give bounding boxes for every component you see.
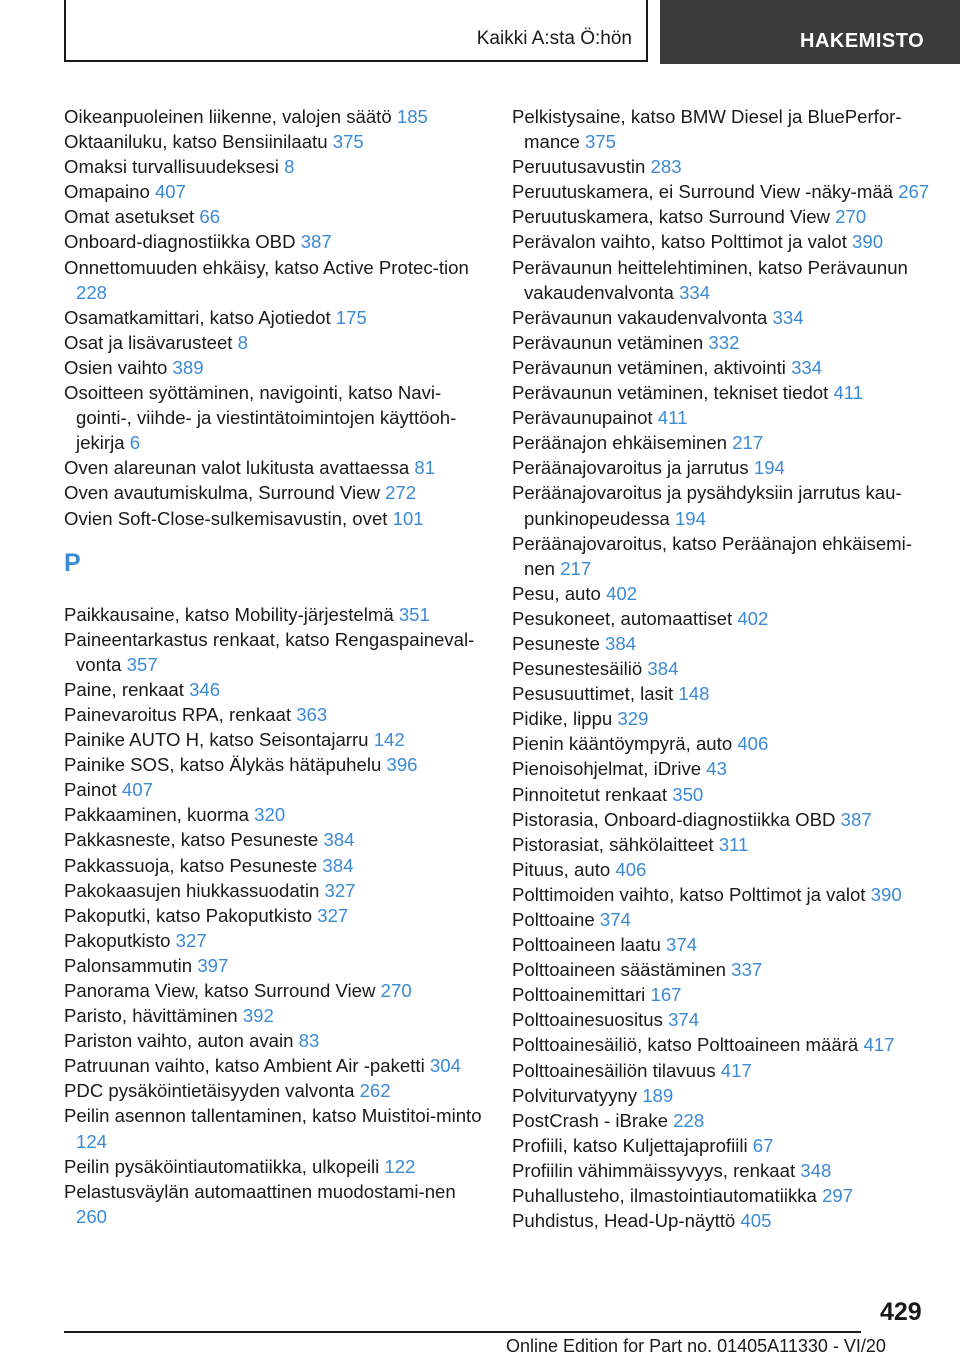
index-entry-text: Pakokaasujen hiukkassuodatin [64, 879, 320, 901]
index-entry-text: Pesuneste [512, 632, 600, 654]
index-entry [512, 531, 932, 581]
index-entry-text: Omat asetukset [64, 206, 195, 228]
index-entry [64, 953, 484, 978]
index-entry [512, 1183, 932, 1208]
index-entry [64, 627, 484, 677]
index-entry-text: Peruutuskamera, katso Surround View [512, 206, 830, 228]
index-entry-text: Paikkausaine, katso Mobility-järjestelmä [64, 603, 394, 625]
section-letter: P [64, 548, 81, 577]
page-link[interactable]: 402 [737, 607, 769, 629]
page-link[interactable]: 346 [189, 678, 221, 700]
page-link[interactable]: 194 [753, 457, 785, 479]
page-link[interactable]: 392 [242, 1005, 274, 1027]
index-entry [64, 827, 484, 852]
page-link[interactable]: 122 [384, 1155, 416, 1177]
index-entry [64, 330, 484, 355]
index-entry-text: Peräänajovaroitus ja pysähdyksiin jarrutus kau‐punkinopeudessa [512, 482, 902, 529]
index-entry-text: Peilin pysäköintiautomatiikka, ulkopeili [64, 1155, 380, 1177]
index-entry-text: Perävaunun heittelehtiminen, katso Perävaunun vakaudenvalvonta [512, 256, 908, 303]
page-link[interactable]: 329 [617, 708, 649, 730]
page-link[interactable]: 390 [870, 883, 902, 905]
page-link[interactable]: 407 [121, 779, 153, 801]
index-entry-text: Polttoaineen laatu [512, 934, 661, 956]
page-link[interactable]: 81 [414, 457, 436, 479]
index-entry [64, 878, 484, 903]
index-entry [64, 480, 484, 505]
page-link[interactable]: 374 [666, 934, 698, 956]
index-entry-text: Peräänajovaroitus, katso Peräänajon ehkäisemi‐nen [512, 532, 912, 579]
index-entry [512, 305, 932, 330]
index-entry-text: PostCrash - iBrake [512, 1109, 669, 1131]
index-entry-text: Osamatkamittari, katso Ajotiedot [64, 306, 331, 328]
page-link[interactable]: 272 [385, 482, 417, 504]
index-entry [512, 480, 932, 530]
index-entry [512, 731, 932, 756]
index-entry [64, 305, 484, 330]
index-entry-text: Polttoaineen säästäminen [512, 959, 726, 981]
index-entry [64, 204, 484, 229]
index-entry-text: Polttoainesäiliö, katso Polttoaineen määrä [512, 1034, 859, 1056]
index-entry-text: Pesunestesäiliö [512, 658, 643, 680]
page-link[interactable]: 260 [76, 1205, 108, 1227]
index-entry-text: Paineentarkastus renkaat, katso Rengaspaineval‐vonta [64, 628, 475, 675]
page-link[interactable]: 348 [800, 1159, 832, 1181]
index-entry [64, 1053, 484, 1078]
page-link[interactable]: 43 [706, 758, 727, 780]
index-entry-text: Oven alareunan valot lukitusta avattaessa [64, 457, 410, 479]
index-entry-text: Onboard-diagnostiikka OBD [64, 231, 296, 253]
page-link[interactable]: 228 [76, 281, 108, 303]
page-link[interactable]: 267 [898, 181, 930, 203]
index-entry [64, 129, 484, 154]
index-entry [512, 330, 932, 355]
index-entry-text: Polviturvatyyny [512, 1084, 638, 1106]
index-entry-text: Pistorasiat, sähkölaitteet [512, 833, 714, 855]
page-link[interactable]: 406 [737, 733, 769, 755]
page-link[interactable]: 67 [752, 1134, 774, 1156]
index-entry [512, 681, 932, 706]
page-link[interactable]: 283 [650, 156, 682, 178]
index-entry [64, 702, 484, 727]
page-link[interactable]: 185 [396, 106, 428, 127]
index-entry-text: Patruunan vaihto, katso Ambient Air -paketti [64, 1055, 425, 1077]
index-entry-text: Pienoisohjelmat, iDrive [512, 758, 702, 780]
index-entry [64, 777, 484, 802]
index-entry [64, 1103, 484, 1153]
page-link[interactable]: 375 [332, 131, 364, 153]
index-entry-text: Peilin asennon tallentaminen, katso Muistitoi‐minto [64, 1105, 482, 1127]
index-entry [64, 154, 484, 179]
index-entry [64, 853, 484, 878]
index-entry [512, 204, 932, 229]
index-column-left [64, 104, 484, 1229]
index-entry [512, 932, 932, 957]
index-entry [512, 982, 932, 1007]
page-link[interactable]: 387 [840, 808, 872, 830]
page-link[interactable]: 83 [298, 1030, 320, 1052]
index-entry-text: Omaksi turvallisuudeksesi [64, 156, 279, 178]
index-entry [512, 782, 932, 807]
index-entry [64, 1003, 484, 1028]
index-entry-text: Polttoaine [512, 909, 595, 930]
breadcrumb: Kaikki A:sta Ö:hön [476, 28, 632, 49]
page-link[interactable]: 337 [731, 959, 763, 981]
index-entry [512, 606, 932, 631]
page-link[interactable]: 327 [324, 879, 356, 901]
page-link[interactable]: 189 [642, 1084, 674, 1106]
index-entry-text: Onnettomuuden ehkäisy, katso Active Protec‐tion [64, 256, 469, 278]
page-link[interactable]: 357 [126, 653, 158, 675]
section-tab-label: HAKEMISTO [800, 30, 925, 52]
page-link[interactable]: 327 [317, 904, 349, 926]
index-entry-text: Pesu, auto [512, 582, 601, 604]
page-link[interactable]: 8 [237, 331, 248, 353]
index-entry-text: Polttimoiden vaihto, katso Polttimot ja valot [512, 883, 866, 905]
page-link[interactable]: 411 [657, 407, 688, 429]
index-entry-text: Pinnoitetut renkaat [512, 783, 668, 805]
header-frame [64, 0, 648, 62]
page-link[interactable]: 387 [300, 231, 332, 253]
index-entry [512, 229, 932, 254]
index-entry-text: Pesusuuttimet, lasit [512, 683, 674, 705]
page-link[interactable]: 327 [175, 929, 207, 951]
index-entry-text: Palonsammutin [64, 954, 193, 976]
index-entry [512, 1032, 932, 1057]
index-entry-text: Puhallusteho, ilmastointiautomatiikka [512, 1185, 817, 1207]
index-entry [64, 455, 484, 480]
index-entry-text: Pesukoneet, automaattiset [512, 607, 733, 629]
index-entry [512, 1083, 932, 1108]
index-entry [64, 255, 484, 305]
index-entry-text: Profiili, katso Kuljettajaprofiili [512, 1134, 748, 1156]
page-link[interactable]: 384 [647, 658, 679, 680]
index-entry [512, 656, 932, 681]
index-entry-text: Pelkistysaine, katso BMW Diesel ja BluePerfor‐mance [512, 106, 902, 153]
index-entry [512, 1108, 932, 1133]
section-tab [660, 0, 960, 64]
index-entry [64, 380, 484, 455]
page-link[interactable]: 217 [560, 557, 592, 579]
page-link[interactable]: 375 [584, 131, 617, 153]
page-link[interactable]: 334 [679, 281, 711, 303]
index-entry [512, 957, 932, 982]
index-entry-text: Polttoainesuositus [512, 1009, 663, 1031]
page-link[interactable]: 217 [732, 432, 764, 454]
index-entry-text: Pakkasneste, katso Pesuneste [64, 829, 319, 851]
index-entry-text: Perävaunupainot [512, 407, 653, 429]
index-column-right [512, 104, 932, 1233]
index-entry-text: Peräänajovaroitus ja jarrutus [512, 457, 749, 479]
index-entry-text: Osoitteen syöttäminen, navigointi, katso Navi‐gointi-, viihde- ja viestintätoimintojen käyttöoh‐jekirja [64, 382, 457, 454]
page-link[interactable]: 384 [605, 632, 637, 654]
index-entry [64, 355, 484, 380]
index-entry-text: Oktaaniluku, katso Bensiinilaatu [64, 131, 328, 153]
index-entry-text: Puhdistus, Head-Up-näyttö [512, 1210, 736, 1232]
index-entry-text: Painevaroitus RPA, renkaat [64, 703, 292, 725]
index-entry-text: Polttoainesäiliön tilavuus [512, 1059, 716, 1081]
page-link[interactable]: 363 [296, 703, 328, 725]
index-entry [512, 706, 932, 731]
index-entry-text: Painot [64, 779, 117, 801]
index-entry-text: Painike AUTO H, katso Seisontajarru [64, 729, 369, 751]
page-link[interactable]: 66 [199, 206, 221, 228]
index-entry [512, 907, 932, 932]
page-link[interactable]: 297 [822, 1185, 854, 1207]
index-entry [512, 1133, 932, 1158]
index-entry-text: Omapaino [64, 181, 150, 203]
page-link[interactable]: 351 [398, 603, 430, 625]
page-link[interactable]: 405 [740, 1210, 772, 1232]
index-entry [64, 179, 484, 204]
index-entry-text: Osat ja lisävarusteet [64, 331, 233, 353]
page-link[interactable]: 396 [386, 754, 418, 776]
index-entry-text: Polttoainemittari [512, 984, 646, 1006]
index-entry [64, 928, 484, 953]
index-entry-text: Pakoputkisto [64, 929, 171, 951]
page-number: 429 [880, 1298, 922, 1326]
index-entry [64, 602, 484, 627]
page-link[interactable]: 8 [284, 156, 295, 178]
page-link[interactable]: 402 [606, 582, 638, 604]
index-entry-text: Oven avautumiskulma, Surround View [64, 482, 380, 504]
index-entry [64, 229, 484, 254]
index-entry-text: Oikeanpuoleinen liikenne, valojen säätö [64, 106, 392, 127]
index-entry-text: Perävalon vaihto, katso Polttimot ja valot [512, 231, 847, 253]
page-link[interactable]: 397 [197, 954, 229, 976]
page-link[interactable]: 411 [833, 382, 864, 404]
page-link[interactable]: 101 [392, 507, 424, 529]
index-entry [64, 727, 484, 752]
index-entry-text: Perävaunun vetäminen, aktivointi [512, 356, 786, 378]
index-entry [64, 104, 484, 129]
page-link[interactable]: 175 [335, 306, 367, 328]
index-entry [512, 179, 932, 204]
index-entry-text: Pidike, lippu [512, 708, 613, 730]
index-entry [64, 1154, 484, 1179]
index-entry [512, 154, 932, 179]
index-entry [64, 1179, 484, 1229]
index-entry-text: Pakkassuoja, katso Pesuneste [64, 854, 318, 876]
index-entry-text: Pelastusväylän automaattinen muodostami‐nen [64, 1180, 456, 1202]
page-link[interactable]: 228 [673, 1109, 705, 1131]
page-link[interactable]: 194 [674, 507, 706, 529]
index-entry-text: Pakkaaminen, kuorma [64, 804, 249, 826]
index-entry-text: Perävaunun vakaudenvalvonta [512, 306, 768, 328]
index-entry [512, 455, 932, 480]
page-link[interactable]: 407 [154, 181, 186, 203]
index-entry-text: Profiilin vähimmäissyvyys, renkaat [512, 1159, 796, 1181]
page-link[interactable]: 334 [772, 306, 804, 328]
page-link[interactable]: 167 [650, 984, 682, 1006]
index-entry-text: Ovien Soft-Close-sulkemisavustin, ovet [64, 507, 388, 529]
index-entry [512, 1208, 932, 1233]
page-link[interactable]: 374 [599, 909, 631, 930]
index-entry [512, 631, 932, 656]
index-entry-text: Perävaunun vetäminen, tekniset tiedot [512, 382, 829, 404]
index-entry [512, 882, 932, 907]
page-link[interactable]: 374 [668, 1009, 700, 1031]
page-link[interactable]: 332 [708, 331, 740, 353]
page-link[interactable]: 262 [359, 1080, 391, 1102]
index-entry [512, 807, 932, 832]
page-link[interactable]: 384 [323, 829, 355, 851]
index-entry [64, 752, 484, 777]
page-link[interactable]: 304 [429, 1055, 461, 1077]
index-entry [512, 355, 932, 380]
page-link[interactable]: 270 [380, 980, 412, 1001]
index-entry [64, 978, 484, 1003]
index-entry [512, 1058, 932, 1083]
index-entry-text: Pistorasia, Onboard-diagnostiikka OBD [512, 808, 836, 830]
index-entry [512, 430, 932, 455]
edition-footer: Online Edition for Part no. 01405A11330 - VI/20 [506, 1336, 886, 1356]
page-link[interactable]: 350 [672, 783, 704, 805]
page-link[interactable]: 6 [129, 432, 141, 454]
index-entry [512, 1158, 932, 1183]
page-link[interactable]: 406 [615, 858, 647, 880]
index-entry-text: Pienin kääntöympyrä, auto [512, 733, 733, 755]
index-entry [512, 255, 932, 305]
index-entry [64, 506, 484, 531]
page-link[interactable]: 320 [254, 804, 286, 826]
index-entry [64, 903, 484, 928]
page-link[interactable]: 311 [718, 833, 749, 855]
index-entry-text: Paine, renkaat [64, 678, 184, 700]
page-link[interactable]: 124 [76, 1130, 108, 1152]
index-entry [64, 677, 484, 702]
index-entry-text: Pituus, auto [512, 858, 611, 880]
index-entry [64, 802, 484, 827]
index-entry-text: Peruutusavustin [512, 156, 646, 178]
page-link[interactable]: 334 [791, 356, 823, 378]
index-entry [512, 1007, 932, 1032]
index-entry-text: Peräänajon ehkäiseminen [512, 432, 728, 454]
index-entry-text: Panorama View, katso Surround View [64, 980, 376, 1001]
index-entry [512, 581, 932, 606]
index-entry-text: Perävaunun vetäminen [512, 331, 704, 353]
index-entry [64, 1028, 484, 1053]
index-entry [512, 104, 932, 154]
footer-divider [64, 1331, 861, 1333]
index-entry-text: PDC pysäköintietäisyyden valvonta [64, 1080, 355, 1102]
page-link[interactable]: 389 [172, 356, 204, 378]
index-entry [512, 832, 932, 857]
page-link[interactable]: 417 [863, 1034, 895, 1056]
index-entry [512, 857, 932, 882]
index-entry [512, 405, 932, 430]
page-link[interactable]: 417 [720, 1059, 752, 1081]
index-entry-text: Pakoputki, katso Pakoputkisto [64, 904, 313, 926]
index-entry [512, 380, 932, 405]
index-entry-text: Pariston vaihto, auton avain [64, 1030, 294, 1052]
index-entry-text: Peruutuskamera, ei Surround View -näky‐mää [512, 181, 894, 203]
page-link[interactable]: 148 [678, 683, 710, 705]
index-entry-text: Paristo, hävittäminen [64, 1005, 238, 1027]
index-entry [64, 1078, 484, 1103]
index-entry [512, 756, 932, 781]
index-entry-text: Painike SOS, katso Älykäs hätäpuhelu [64, 754, 382, 776]
page-link[interactable]: 270 [835, 206, 867, 228]
page-link[interactable]: 142 [373, 729, 405, 751]
index-entry-text: Osien vaihto [64, 356, 168, 378]
page-link[interactable]: 384 [322, 854, 354, 876]
page-link[interactable]: 390 [852, 231, 884, 253]
